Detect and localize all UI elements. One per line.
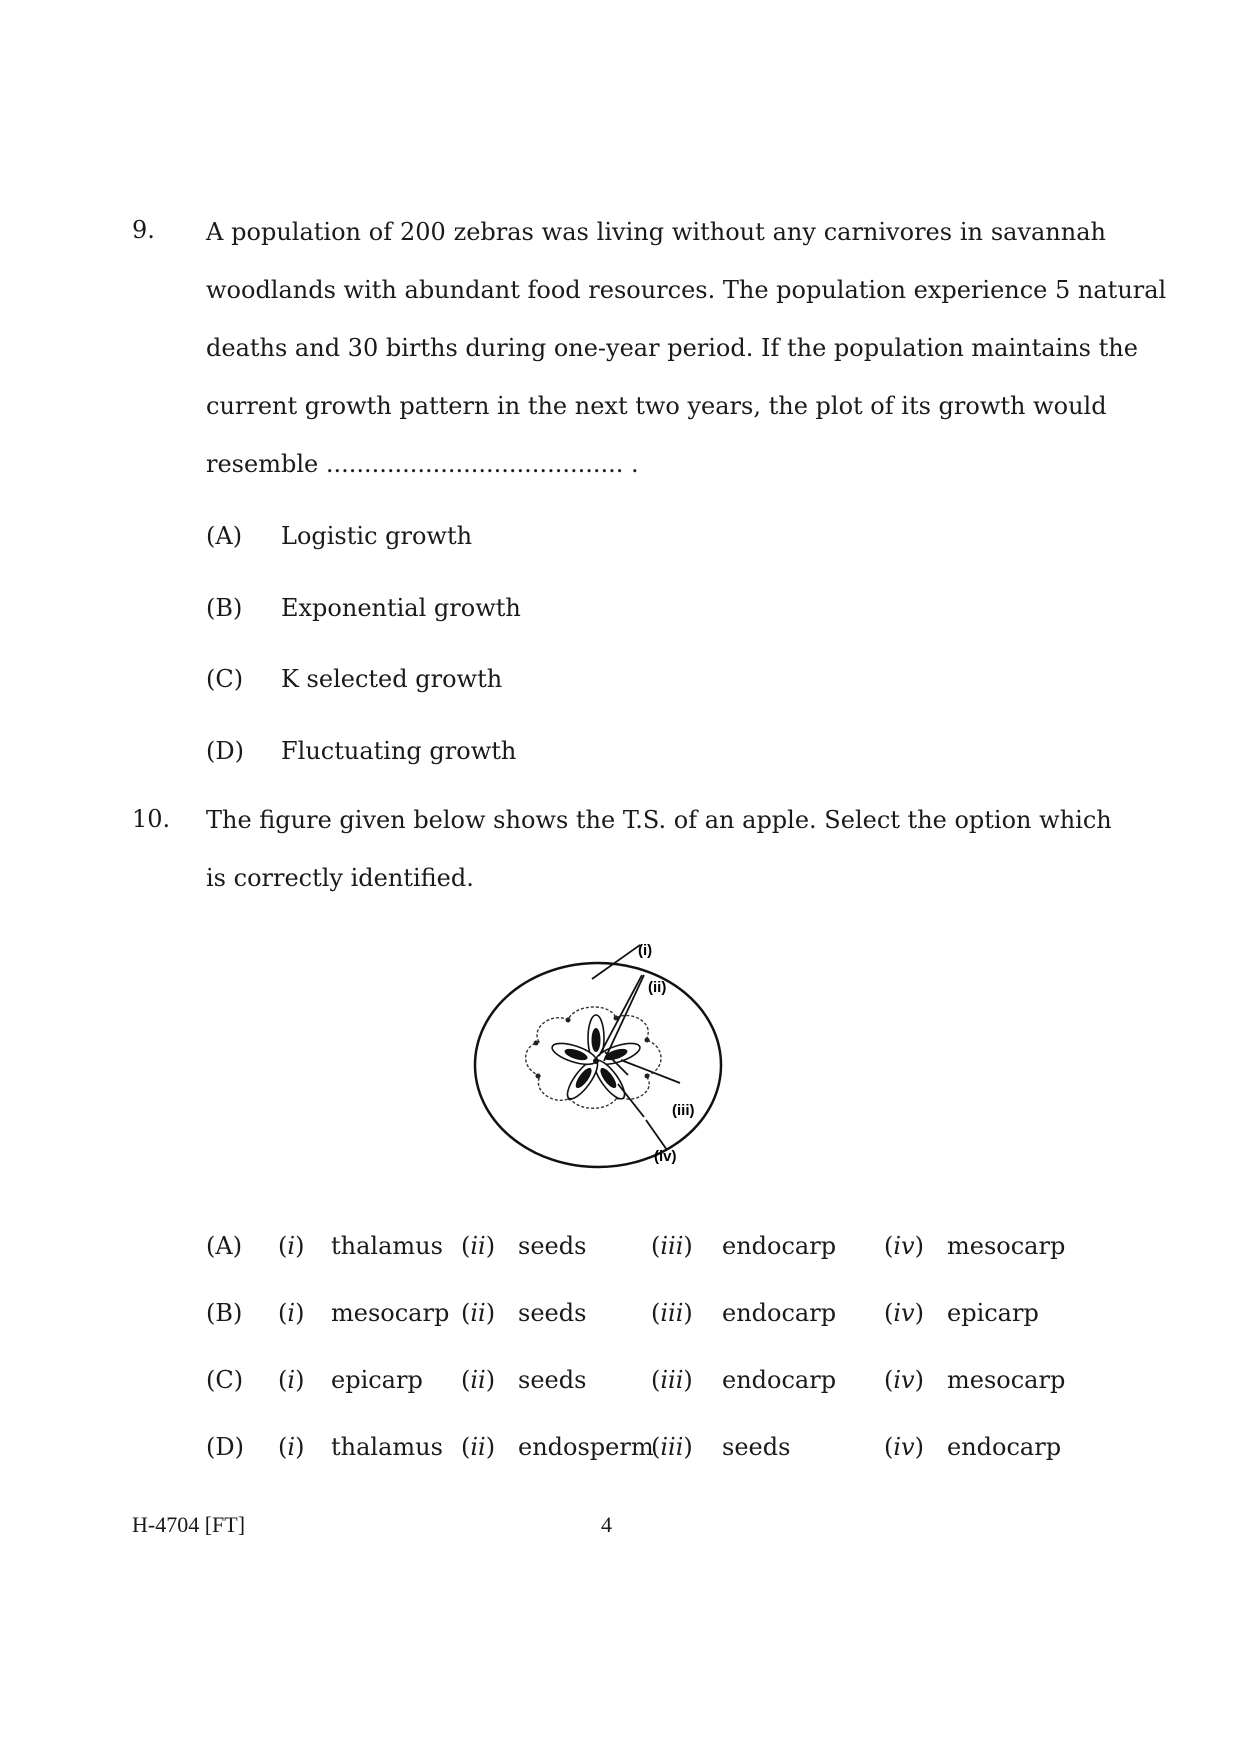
option-value-i: mesocarp bbox=[331, 1299, 450, 1327]
numeral-i: (i) bbox=[278, 1433, 305, 1461]
option-c-letter: (C) bbox=[206, 665, 244, 693]
option-value-iii: endocarp bbox=[722, 1366, 837, 1394]
option-letter: (A) bbox=[206, 1232, 243, 1260]
option-value-iv: mesocarp bbox=[947, 1366, 1066, 1394]
option-value-iii: seeds bbox=[722, 1433, 791, 1461]
page-number: 4 bbox=[601, 1512, 612, 1537]
question-9-number: 9. bbox=[132, 216, 155, 244]
option-letter: (D) bbox=[206, 1433, 244, 1461]
option-value-ii: seeds bbox=[518, 1299, 587, 1327]
option-value-iv: endocarp bbox=[947, 1433, 1062, 1461]
numeral-iii: (iii) bbox=[651, 1299, 693, 1327]
option-value-i: thalamus bbox=[331, 1232, 443, 1260]
option-d-text: Fluctuating growth bbox=[281, 737, 517, 765]
option-value-iv: epicarp bbox=[947, 1299, 1039, 1327]
option-value-iii: endocarp bbox=[722, 1299, 837, 1327]
numeral-iv: (iv) bbox=[884, 1299, 924, 1327]
question-10-number: 10. bbox=[132, 805, 171, 833]
question-9-line: current growth pattern in the next two years, the plot of its growth would bbox=[206, 392, 1107, 420]
option-value-i: thalamus bbox=[331, 1433, 443, 1461]
numeral-iv: (iv) bbox=[884, 1366, 924, 1394]
option-value-iii: endocarp bbox=[722, 1232, 837, 1260]
numeral-iii: (iii) bbox=[651, 1366, 693, 1394]
numeral-iii: (iii) bbox=[651, 1433, 693, 1461]
paper-code: H-4704 [FT] bbox=[132, 1512, 246, 1537]
apple-ts-figure bbox=[470, 940, 780, 1180]
question-9-line: resemble ....................................... . bbox=[206, 450, 639, 478]
option-value-iv: mesocarp bbox=[947, 1232, 1066, 1260]
option-value-i: epicarp bbox=[331, 1366, 423, 1394]
option-a-letter: (A) bbox=[206, 522, 243, 550]
question-10-line: The figure given below shows the T.S. of an apple. Select the option which bbox=[206, 806, 1112, 834]
option-letter: (B) bbox=[206, 1299, 243, 1327]
numeral-iii: (iii) bbox=[651, 1232, 693, 1260]
numeral-i: (i) bbox=[278, 1366, 305, 1394]
numeral-ii: (ii) bbox=[461, 1366, 496, 1394]
numeral-ii: (ii) bbox=[461, 1232, 496, 1260]
numeral-ii: (ii) bbox=[461, 1299, 496, 1327]
carpels bbox=[550, 1015, 642, 1103]
option-value-ii: endosperm bbox=[518, 1433, 654, 1461]
numeral-iv: (iv) bbox=[884, 1433, 924, 1461]
numeral-iv: (iv) bbox=[884, 1232, 924, 1260]
option-value-ii: seeds bbox=[518, 1232, 587, 1260]
numeral-i: (i) bbox=[278, 1299, 305, 1327]
option-b-letter: (B) bbox=[206, 594, 243, 622]
option-value-ii: seeds bbox=[518, 1366, 587, 1394]
figure-label-ii: (ii) bbox=[648, 979, 667, 996]
numeral-ii: (ii) bbox=[461, 1433, 496, 1461]
figure-label-i: (i) bbox=[638, 942, 653, 959]
question-10-line: is correctly identified. bbox=[206, 864, 474, 892]
option-c-text: K selected growth bbox=[281, 665, 503, 693]
figure-label-iii: (iii) bbox=[672, 1102, 695, 1119]
numeral-i: (i) bbox=[278, 1232, 305, 1260]
question-9-line: A population of 200 zebras was living without any carnivores in savannah bbox=[206, 218, 1106, 246]
option-d-letter: (D) bbox=[206, 737, 244, 765]
question-9-line: deaths and 30 births during one-year period. If the population maintains the bbox=[206, 334, 1138, 362]
option-a-text: Logistic growth bbox=[281, 522, 473, 550]
figure-label-iv: (iv) bbox=[654, 1148, 677, 1165]
question-9-line: woodlands with abundant food resources. The population experience 5 natural bbox=[206, 276, 1167, 304]
option-b-text: Exponential growth bbox=[281, 594, 521, 622]
option-letter: (C) bbox=[206, 1366, 244, 1394]
